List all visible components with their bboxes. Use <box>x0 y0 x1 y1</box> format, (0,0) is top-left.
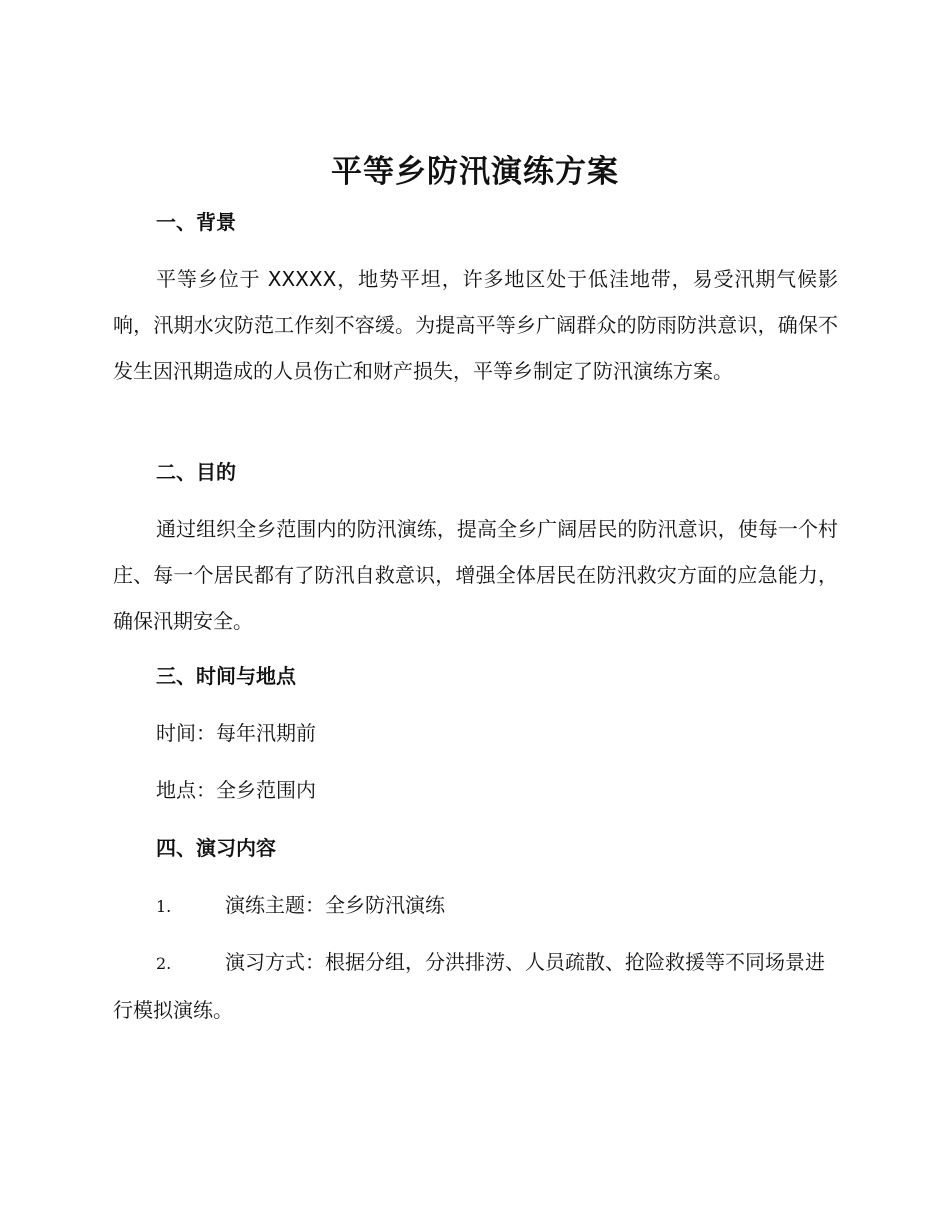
list-item <box>113 882 838 930</box>
time-line: 时间：每年汛期前 <box>156 721 316 745</box>
section-heading-background: 一、背景 <box>156 210 236 234</box>
place-line: 地点：全乡范围内 <box>156 778 316 802</box>
list-item-number: 1. <box>156 897 172 916</box>
document-title: 平等乡防汛演练方案 <box>331 154 619 190</box>
list-item-text: 演练主题：全乡防汛演练 <box>225 893 445 917</box>
list-item-text: 演习方式：根据分组，分洪排涝、人员疏散、抢险救援等不同场景进行模拟演练。 <box>113 950 825 1022</box>
section-paragraph-background: 平等乡位于 XXXXX，地势平坦，许多地区处于低洼地带，易受汛期气候影响，汛期水灾防范工作刻不容缓。为提高平等乡广阔群众的防雨防洪意识，确保不发生因汛期造成的人员伤亡和财产损失，平等乡制定了防汛演练方案。 <box>113 267 838 383</box>
section-paragraph-purpose: 通过组织全乡范围内的防汛演练，提高全乡广阔居民的防汛意识，使每一个村庄、每一个居民都有了防汛自救意识，增强全体居民在防汛救灾方面的应急能力，确保汛期安全。 <box>113 517 838 633</box>
section-heading-purpose: 二、目的 <box>156 460 236 484</box>
section-heading-time-place: 三、时间与地点 <box>156 664 296 688</box>
section-heading-drill-content: 四、演习内容 <box>156 836 276 860</box>
list-item <box>113 939 838 1033</box>
list-item-number: 2. <box>156 954 172 973</box>
